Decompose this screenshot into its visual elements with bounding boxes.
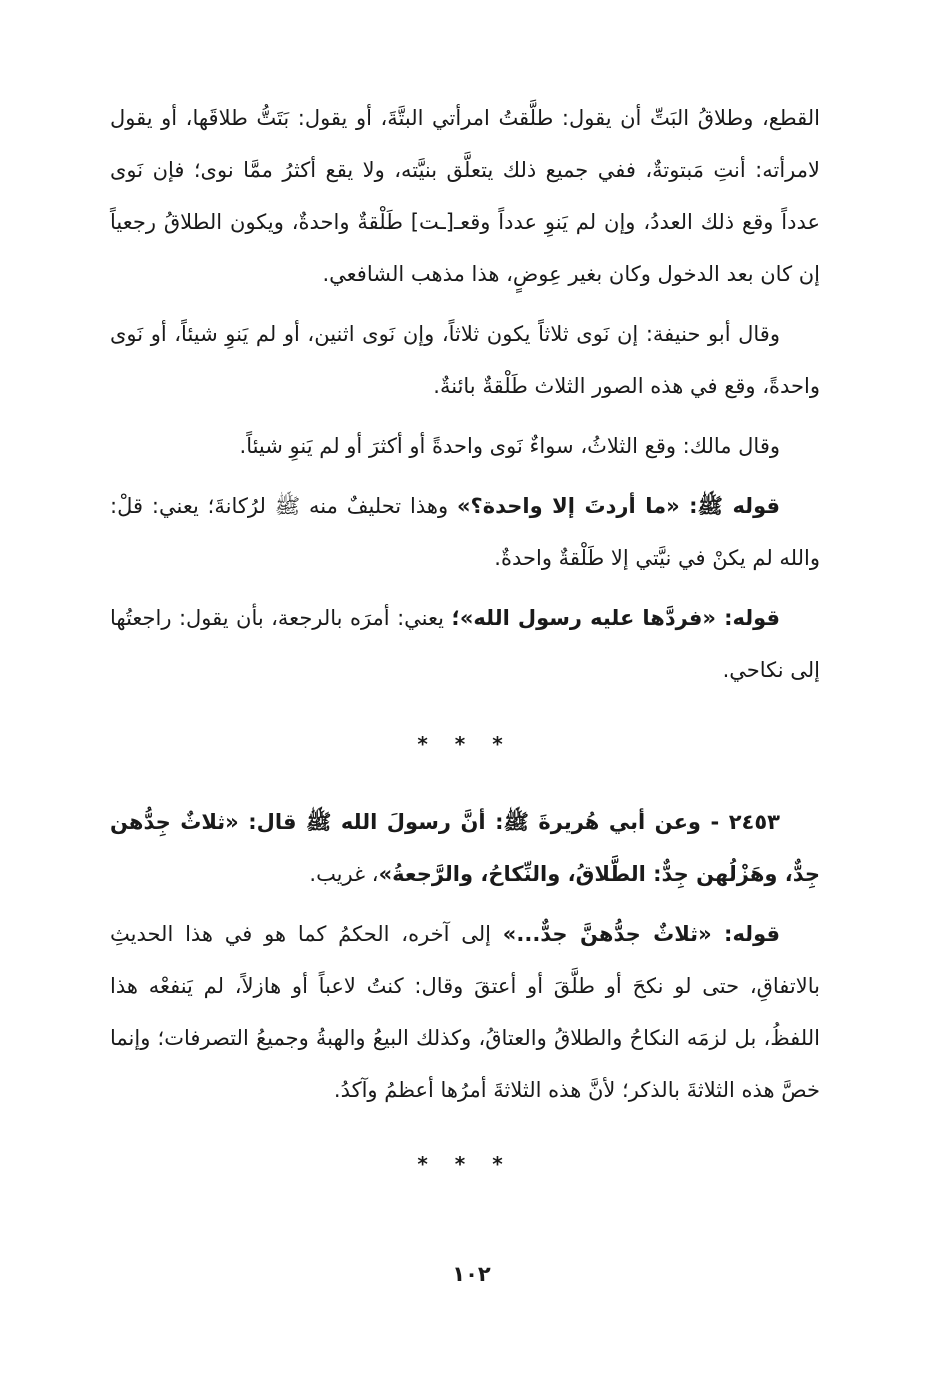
page-body: [110, 92, 820, 1216]
paragraph-text: وقال أبو حنيفة: إن نَوى ثلاثاً يكون ثلاثاً، وإن نَوى اثنين، أو لم يَنوِ شيئاً، أو نَوى واحدةً، وقع في هذه الصور الثلاث طَلْقةٌ بائنةٌ.: [110, 322, 820, 398]
paragraph-text: وهذا تحليفٌ منه ﷺ لرُكانةَ؛ يعني: قلْ: والله لم يكنْ في نيَّتي إلا طَلْقةٌ واحدةٌ.: [110, 494, 820, 570]
paragraph-text: إلى آخره، الحكمُ كما هو في هذا الحديثِ بالاتفاقِ، حتى لو نكحَ أو طلَّقَ أو أعتقَ وقال: كنتُ لاعباً أو هازلاً، لم يَنفعْه هذا اللفظُ، بل لزمَه النكاحُ والطلاقُ والعتاقُ، وكذلك البيعُ والهبةُ وجميعُ التصرفات؛ وإنما خصَّ هذه الثلاثةَ بالذكر؛ لأنَّ هذه الثلاثةَ أمرُها أعظمُ وآكدُ.: [110, 922, 820, 1102]
paragraph-malik: [110, 420, 820, 472]
paragraph-raj-a: [110, 592, 820, 696]
paragraph-lead: قوله ﷺ: «ما أردتَ إلا واحدة؟»: [456, 494, 780, 518]
paragraph-abu-hanifa: [110, 308, 820, 412]
paragraph-lead: قوله: «فردَّها عليه رسول الله»؛: [451, 606, 781, 630]
paragraph-text: وقال مالك: وقع الثلاثُ، سواءٌ نَوى واحدةً أو أكثرَ أو لم يَنوِ شيئاً.: [239, 434, 780, 458]
paragraph-text: يعني: أمرَه بالرجعة، بأن يقول: راجعتُها إلى نكاحي.: [110, 606, 820, 682]
paragraph-lead: قوله: «ثلاثٌ جدُّهنَّ جدٌّ...»: [502, 922, 780, 946]
page-number: ١٠٢: [452, 1262, 491, 1286]
hadith-grade: ، غريب.: [309, 862, 379, 886]
hadith-text: ٢٤٥٣ - وعن أبي هُريرةَ ﷺ: أنَّ رسولَ الله ﷺ قال: «ثلاثٌ جِدُّهن جِدٌّ، وهَزْلُهن جِدٌّ: الطَّلاقُ، والنِّكاحُ، والرَّجعةُ»: [110, 810, 820, 886]
paragraph-talaq-batt: [110, 92, 820, 300]
paragraph-tahlif: [110, 480, 820, 584]
paragraph-commentary: [110, 908, 820, 1116]
section-separator: * * *: [417, 732, 513, 756]
section-separator: * * *: [417, 1152, 513, 1176]
paragraph-text: القطع، وطلاقُ البَتِّ أن يقول: طلَّقتُ امرأتي البتَّةَ، أو يقول: بَتَتُّ طلاقَها، أو يقول لامرأته: أنتِ مَبتوتةٌ، ففي جميع ذلك يتعلَّق بنيَّته، ولا يقع أكثرُ ممَّا نوى؛ فإن نَوى عدداً وقع ذلك العددُ، وإن لم يَنوِ عدداً وقعـ[ـت] طَلْقةٌ واحدةٌ، ويكون الطلاقُ رجعياً إن كان بعد الدخول وكان بغير عِوضٍ، هذا مذهب الشافعي.: [110, 106, 820, 286]
hadith-2453: [110, 796, 820, 900]
